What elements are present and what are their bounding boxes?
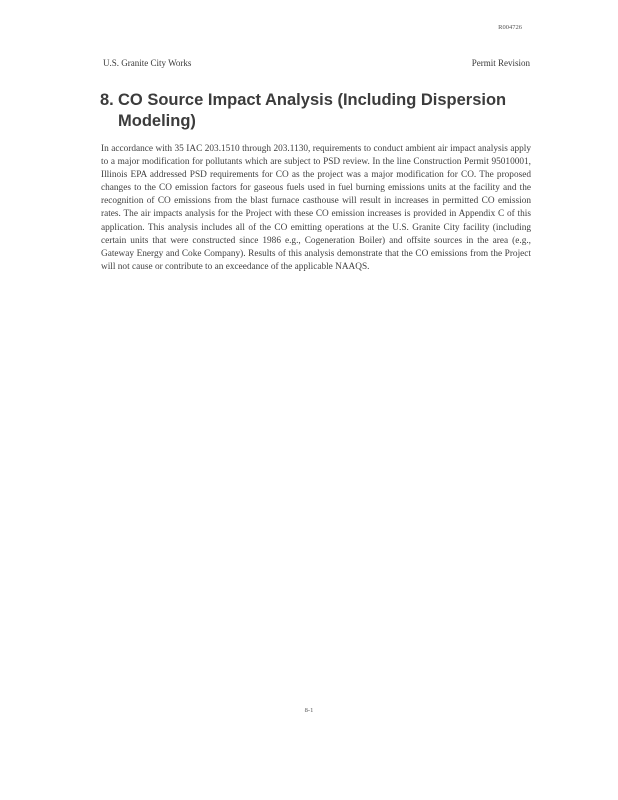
body-paragraph: In accordance with 35 IAC 203.1510 through 203.1130, requirements to conduct ambient air impact analysis apply to a major modification for pollutants which are subject to PSD review. In the line Construction Permit 95010001, Illinois EPA addressed PSD requirements for CO as the project was a major modification for CO. The proposed changes to the CO emission factors for gaseous fuels used in fuel burning emissions units at the facility and the recognition of CO emissions from the blast furnace casthouse will result in increases in permitted CO emission rates. The air impacts analysis for the Project with these CO emission increases is provided in Appendix C of this application. This analysis includes all of the CO emitting operations at the U.S. Granite City facility (including certain units that were constructed since 1986 e.g., Cogeneration Boiler) and offsite sources in the area (e.g., Gateway Energy and Coke Company). Results of this analysis demonstrate that the CO emissions from the Project will not cause or contribute to an exceedance of the applicable NAAQS. <box>101 144 531 272</box>
section-heading <box>100 90 520 132</box>
header-document-type: Permit Revision <box>471 58 530 68</box>
document-id: R004726 <box>498 24 522 31</box>
header-facility-name: U.S. Granite City Works <box>103 58 192 68</box>
section-title-line-1: CO Source Impact Analysis (Including Dispersion <box>118 91 507 109</box>
section-title-line-2: Modeling) <box>118 112 196 130</box>
section-number: 8. <box>100 91 114 109</box>
page-number: 8-1 <box>304 707 314 714</box>
